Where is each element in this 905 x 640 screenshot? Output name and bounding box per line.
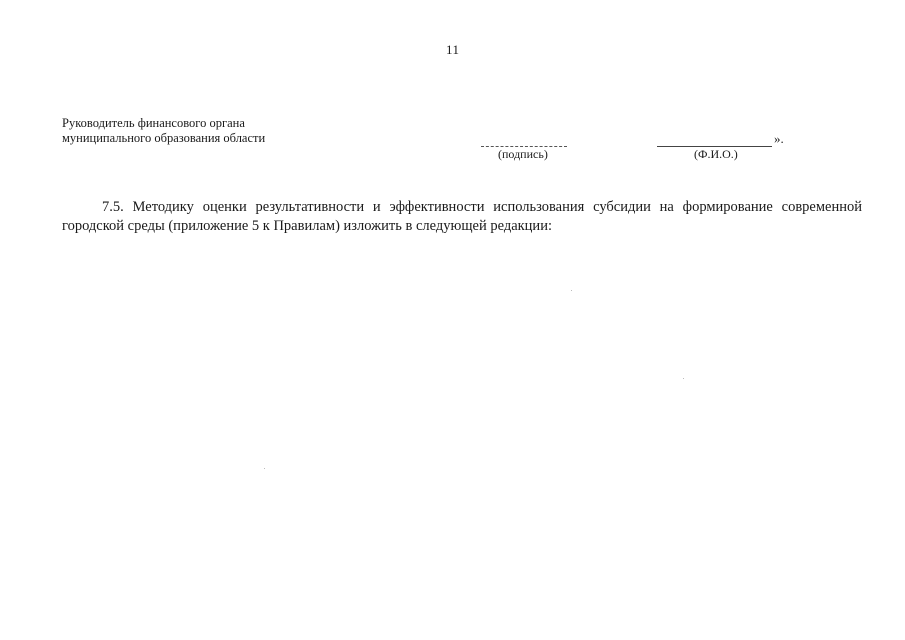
scan-speck (571, 290, 572, 291)
fio-caption: (Ф.И.О.) (694, 147, 738, 161)
scan-speck (683, 378, 684, 379)
signatory-title-line-1: Руководитель финансового органа (62, 116, 245, 130)
fio-line (657, 136, 772, 147)
signatory-title-line-2: муниципального образования области (62, 131, 266, 145)
signatory-title (62, 116, 265, 146)
amendment-paragraph: 7.5. Методику оценки результативности и эффективности использования субсидии на формирование современной городской среды (приложение 5 к Правилам) изложить в следующей редакции: (62, 198, 862, 234)
page-number: 11 (446, 42, 460, 57)
signature-line (481, 136, 567, 147)
scan-speck (264, 468, 265, 469)
signature-caption: (подпись) (498, 147, 548, 161)
closing-quote: ». (774, 131, 784, 146)
